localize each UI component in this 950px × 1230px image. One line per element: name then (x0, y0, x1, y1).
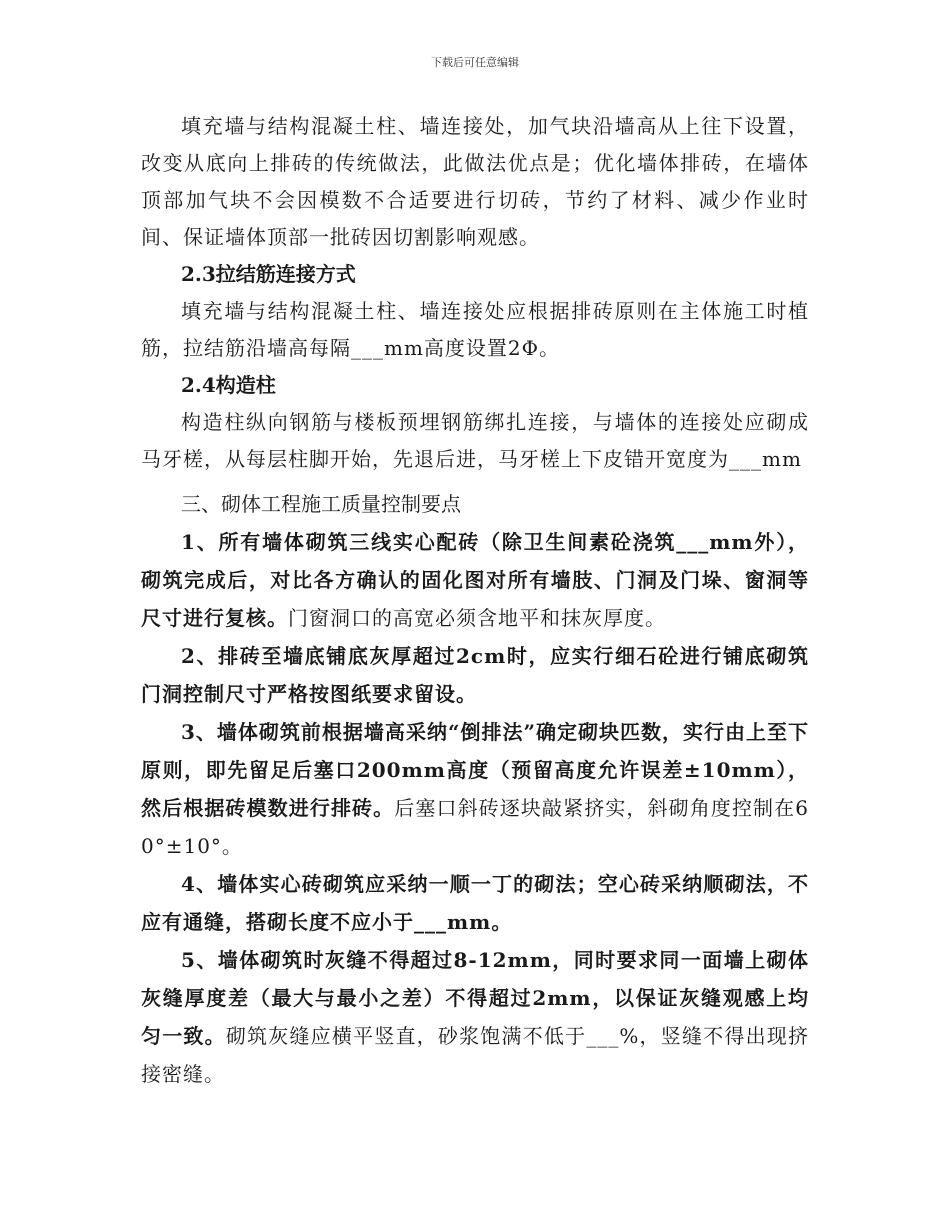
paragraph-2-3: 填充墙与结构混凝土柱、墙连接处应根据排砖原则在主体施工时植筋，拉结筋沿墙高每隔___mm高度设置2Φ。 (141, 299, 809, 360)
section-gap (141, 478, 809, 486)
item-5 (141, 941, 809, 1093)
item-5-normal: 砌筑灰缝应横平竖直，砂浆饱满不低于___%，竖缝不得出现挤接密缝。 (141, 1024, 809, 1086)
item-5-bold: 5、墙体砌筑时灰缝不得超过8-12mm，同时要求同一面墙上砌体灰缝厚度差（最大与最小之差）不得超过2mm，以保证灰缝观感上均匀一致。 (141, 948, 809, 1048)
item-1-normal: 门窗洞口的高宽必须含地平和抹灰厚度。 (288, 606, 666, 630)
heading-2-4: 2.4构造柱 (181, 373, 276, 397)
item-1-bold: 1、所有墙体砌筑三线实心配砖（除卫生间素砼浇筑___mm外），砌筑完成后，对比各方确认的固化图对所有墙肢、门洞及门垛、窗洞等尺寸进行复核。 (141, 530, 809, 630)
page-header: 下载后可任意编辑 (431, 56, 519, 69)
document-body (141, 108, 809, 1093)
item-4-bold: 4、墙体实心砖砌筑应采纳一顺一丁的砌法；空心砖采纳顺砌法，不应有通缝，搭砌长度不应小于___mm。 (141, 872, 809, 934)
item-3-normal: 后塞口斜砖逐块敲紧挤实，斜砌角度控制在60°±10°。 (141, 796, 809, 858)
item-1 (141, 523, 809, 637)
item-2 (141, 637, 809, 713)
item-2-bold: 2、排砖至墙底铺底灰厚超过2cm时，应实行细石砼进行铺底砌筑门洞控制尺寸严格按图纸要求留设。 (141, 644, 809, 706)
heading-section-3: 三、砌体工程施工质量控制要点 (181, 492, 461, 516)
paragraph-wall-top: 填充墙与结构混凝土柱、墙连接处，加气块沿墙高从上往下设置，改变从底向上排砖的传统做法，此做法优点是；优化墙体排砖，在墙体顶部加气块不会因模数不合适要进行切砖，节约了材料、减少作业时间、保证墙体顶部一批砖因切割影响观感。 (141, 114, 809, 249)
paragraph-2-4: 构造柱纵向钢筋与楼板预埋钢筋绑扎连接，与墙体的连接处应砌成马牙槎，从每层柱脚开始，先退后进，马牙槎上下皮错开宽度为___mm (141, 410, 809, 471)
item-4 (141, 865, 809, 941)
item-3 (141, 713, 809, 865)
item-3-bold: 3、墙体砌筑前根据墙高采纳“倒排法”确定砌块匹数，实行由上至下原则，即先留足后塞口200mm高度（预留高度允许误差±10mm），然后根据砖模数进行排砖。 (141, 720, 809, 820)
heading-2-3: 2.3拉结筋连接方式 (181, 262, 356, 286)
